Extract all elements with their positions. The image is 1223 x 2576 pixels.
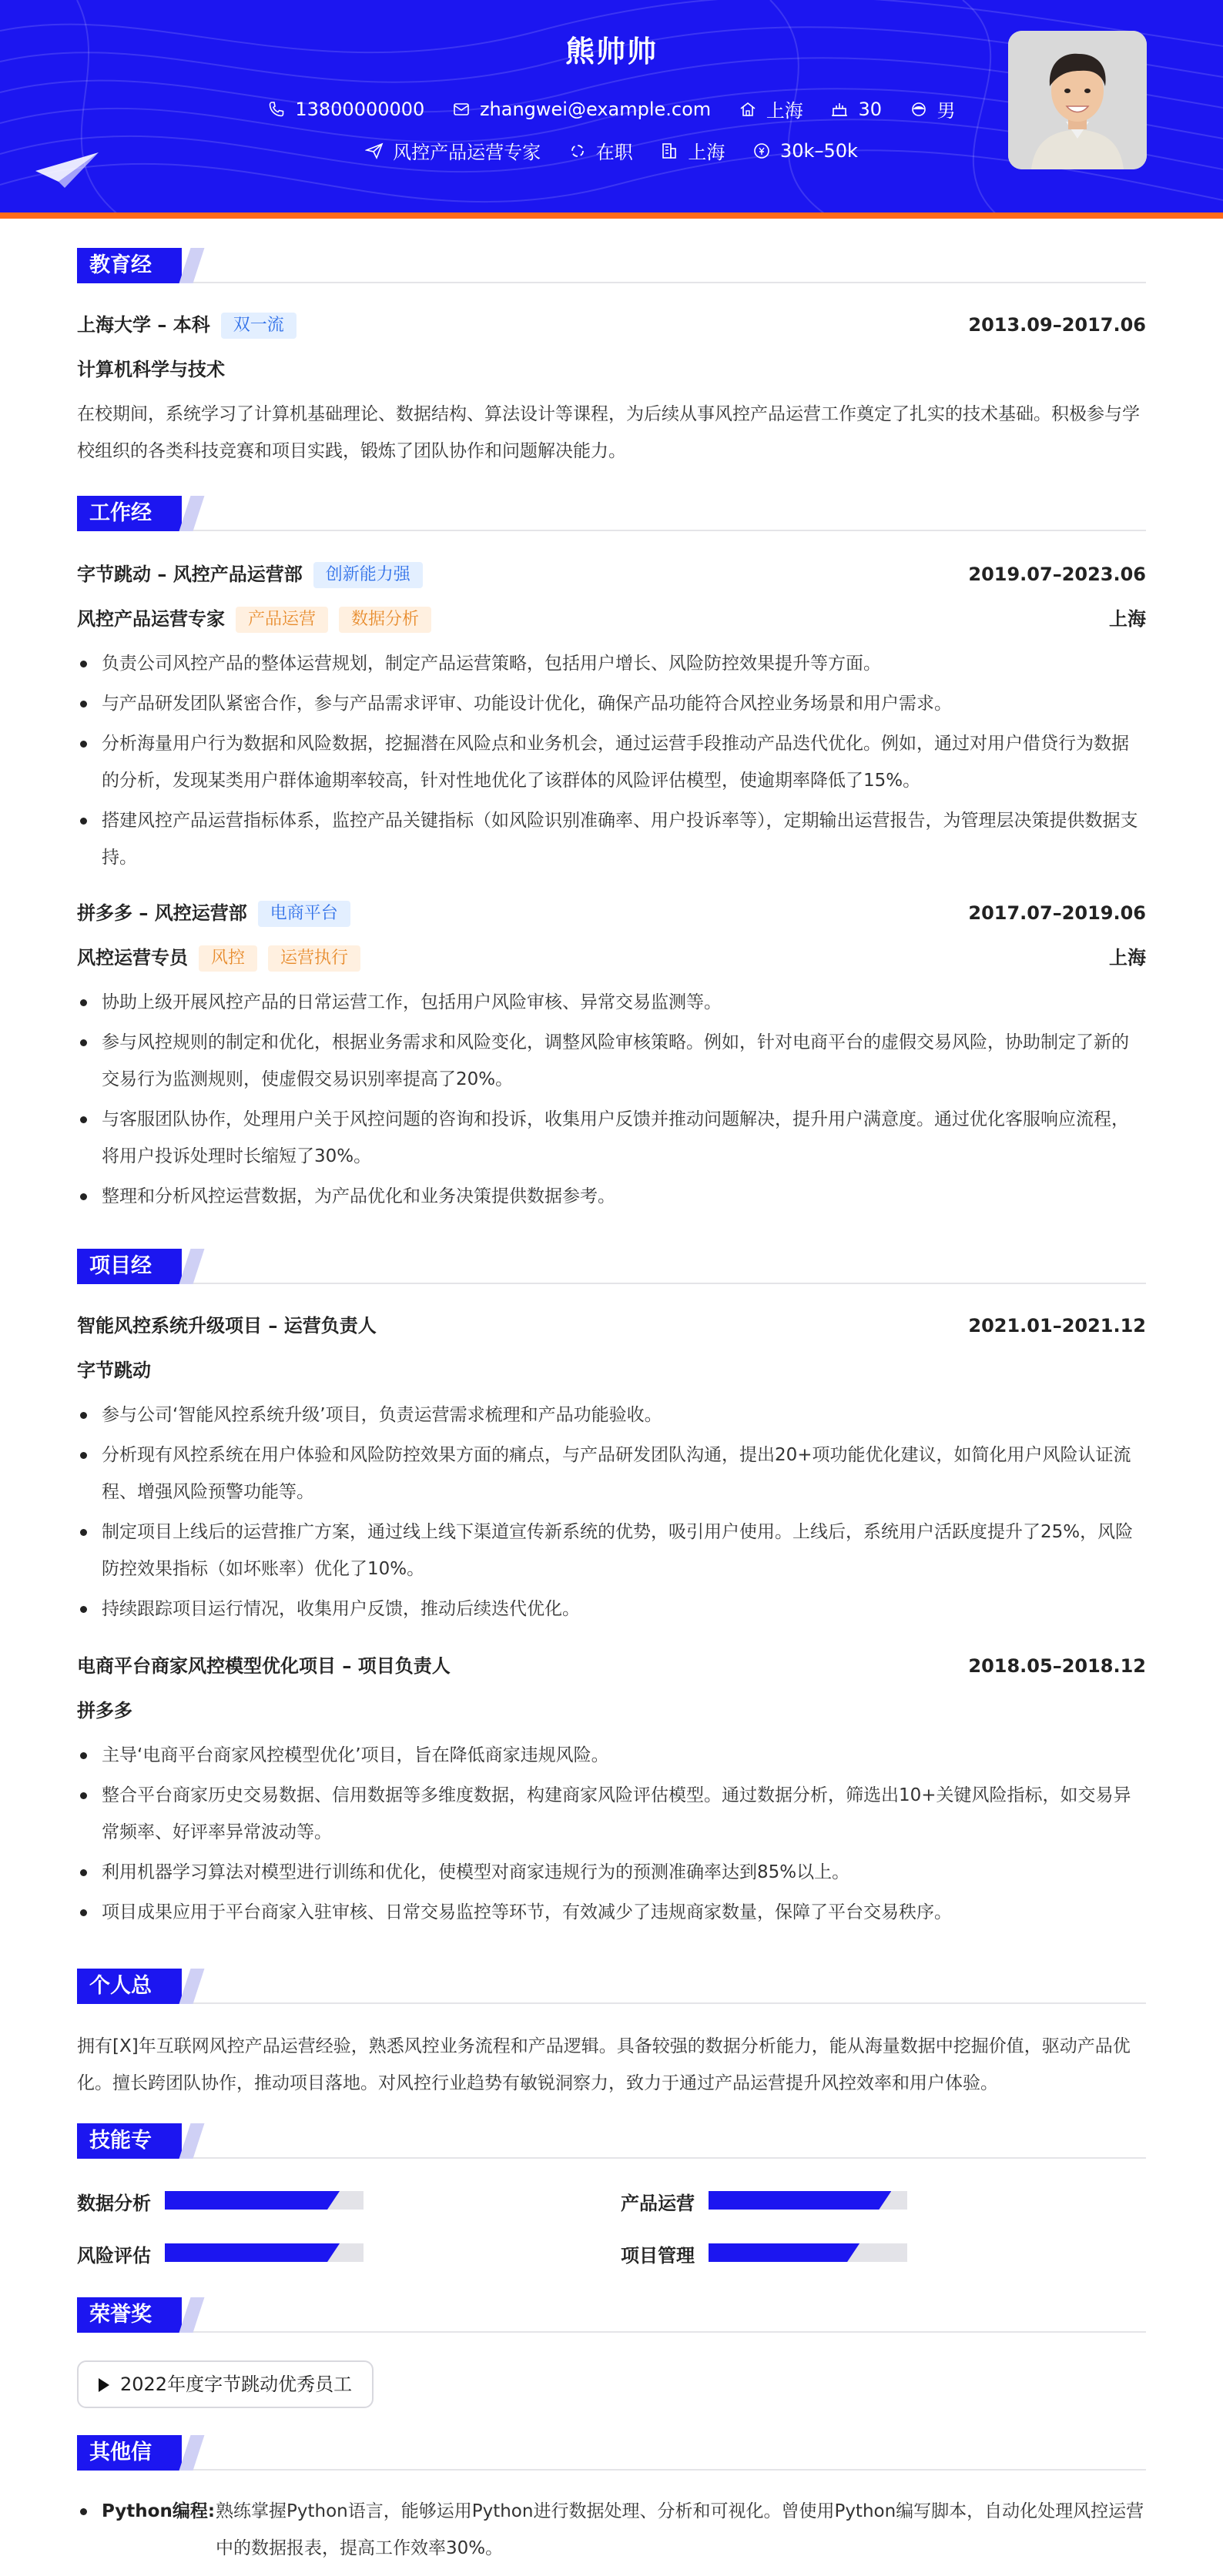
section-divider xyxy=(77,1283,1146,1284)
gender-icon xyxy=(910,100,928,119)
job-title-text: 风控产品运营专家 xyxy=(393,142,541,163)
section-divider xyxy=(77,530,1146,531)
skill-level-bar xyxy=(709,2243,907,2262)
list-item: 分析海量用户行为数据和风险数据，挖掘潜在风险点和业务机会，通过运营手段推动产品迭代优化。例如，通过对用户借贷行为数据的分析，发现某类用户群体逾期率较高，针对性地优化了该群体的风险评估模型，使逾期率降低了15%。 xyxy=(77,725,1146,799)
skill-level-bar xyxy=(709,2191,907,2210)
section-work-header xyxy=(77,496,1146,560)
project-title: 智能风控系统升级项目 – 运营负责人 xyxy=(77,1315,377,1337)
award-item xyxy=(77,2360,374,2408)
work-role-tag: 运营执行 xyxy=(268,945,360,972)
list-item: 分析现有风控系统在用户体验和风险防控效果方面的痛点，与产品研发团队沟通，提出20+项功能优化建议，如简化用户风险认证流程、增强风险预警功能等。 xyxy=(77,1437,1146,1510)
status-icon xyxy=(568,142,587,160)
work-city: 上海 xyxy=(1109,947,1146,969)
section-skills-header xyxy=(77,2123,1146,2188)
home-icon xyxy=(739,100,757,119)
gender-item xyxy=(910,95,956,122)
list-item: 协助上级开展风控产品的日常运营工作，包括用户风险审核、异常交易监测等。 xyxy=(77,984,1146,1021)
list-item: 整理和分析风控运营数据，为产品优化和业务决策提供数据参考。 xyxy=(77,1178,1146,1215)
section-projects-title: 项目经历 xyxy=(77,1249,182,1284)
education-major: 计算机科学与技术 xyxy=(77,359,225,380)
send-icon xyxy=(365,142,384,160)
list-item: 整合平台商家历史交易数据、信用数据等多维度数据，构建商家风险评估模型。通过数据分析，筛选出10+关键风险指标，如交易异常频率、好评率异常波动等。 xyxy=(77,1777,1146,1851)
section-awards-header xyxy=(77,2297,1146,2362)
list-item: 与客服团队协作，处理用户关于风控问题的咨询和投诉，收集用户反馈并推动问题解决，提升用户满意度。通过优化客服响应流程，将用户投诉处理时长缩短了30%。 xyxy=(77,1101,1146,1175)
skill-name: 风险评估 xyxy=(77,2245,151,2267)
project-period: 2021.01–2021.12 xyxy=(968,1315,1146,1337)
section-divider xyxy=(77,2469,1146,2471)
salary-text: 30k–50k xyxy=(780,139,858,162)
section-summary-title: 个人总结 xyxy=(77,1969,182,2004)
education-tag: 双一流 xyxy=(221,313,297,339)
list-item: 参与公司‘智能风控系统升级’项目，负责运营需求梳理和产品功能验收。 xyxy=(77,1397,1146,1434)
other-info-item xyxy=(77,2493,1146,2567)
list-item: 与产品研发团队紧密合作，参与产品需求评审、功能设计优化，确保产品功能符合风控业务场景和用户需求。 xyxy=(77,685,1146,722)
section-title-tail xyxy=(179,1969,205,2004)
work-role-line xyxy=(77,601,1146,637)
job-city-text: 上海 xyxy=(688,142,725,163)
section-title-tail xyxy=(179,2297,205,2333)
project-entry xyxy=(77,1307,1146,1631)
gender-text: 男 xyxy=(937,100,956,122)
avatar-illustration xyxy=(1008,31,1147,169)
skill-level-fill xyxy=(165,2243,340,2262)
location-text: 上海 xyxy=(766,100,803,122)
skill-level-fill xyxy=(165,2191,340,2210)
education-period: 2013.09–2017.06 xyxy=(968,314,1146,336)
work-role-tag: 产品运营 xyxy=(236,607,328,633)
status-item xyxy=(568,137,633,164)
work-bullets xyxy=(77,645,1146,876)
education-school: 上海大学 – 本科 xyxy=(77,314,210,336)
building-icon xyxy=(660,142,679,160)
list-item: 持续跟踪项目运行情况，收集用户反馈，推动后续迭代优化。 xyxy=(77,1591,1146,1628)
section-other-title: 其他信息 xyxy=(77,2435,182,2471)
work-city: 上海 xyxy=(1109,608,1146,630)
work-role-line xyxy=(77,939,1146,976)
project-bullets xyxy=(77,1397,1146,1628)
project-period: 2018.05–2018.12 xyxy=(968,1655,1146,1677)
work-role: 风控运营专员 xyxy=(77,947,188,969)
project-bullets xyxy=(77,1737,1146,1931)
education-entry xyxy=(77,306,1146,470)
header-accent-stripe xyxy=(0,212,1223,219)
work-period: 2019.07–2023.06 xyxy=(968,564,1146,585)
job-city-item xyxy=(660,137,725,164)
work-company: 字节跳动 – 风控产品运营部 xyxy=(77,564,303,585)
project-title: 电商平台商家风控模型优化项目 – 项目负责人 xyxy=(77,1655,451,1677)
project-entry xyxy=(77,1648,1146,1934)
job-title-item xyxy=(365,137,541,164)
work-period: 2017.07–2019.06 xyxy=(968,902,1146,924)
skill-name: 项目管理 xyxy=(621,2245,695,2267)
phone-text: 13800000000 xyxy=(295,98,425,120)
work-bullets xyxy=(77,984,1146,1215)
email-item xyxy=(452,99,711,120)
work-role: 风控产品运营专家 xyxy=(77,608,225,630)
section-projects-header xyxy=(77,1249,1146,1313)
section-divider xyxy=(77,2331,1146,2333)
education-description: 在校期间，系统学习了计算机基础理论、数据结构、算法设计等课程，为后续从事风控产品运营工作奠定了扎实的技术基础。积极参与学校组织的各类科技竞赛和项目实践，锻炼了团队协作和问题解决能力。 xyxy=(77,404,1140,461)
list-item: 项目成果应用于平台商家入驻审核、日常交易监控等环节，有效减少了违规商家数量，保障了平台交易秩序。 xyxy=(77,1894,1146,1931)
avatar xyxy=(1008,31,1147,169)
list-item: 利用机器学习算法对模型进行训练和优化，使模型对商家违规行为的预测准确率达到85%以上。 xyxy=(77,1854,1146,1891)
skill-name: 数据分析 xyxy=(77,2193,151,2214)
section-education-header xyxy=(77,248,1146,313)
phone-icon xyxy=(267,100,286,119)
skill-level-bar xyxy=(165,2243,364,2262)
resume-header xyxy=(0,0,1223,219)
play-triangle-icon xyxy=(99,2378,109,2392)
section-divider xyxy=(77,2002,1146,2004)
skill-level-fill xyxy=(709,2191,891,2210)
section-education-title: 教育经历 xyxy=(77,248,182,283)
money-icon xyxy=(752,142,771,160)
list-item: 制定项目上线后的运营推广方案，通过线上线下渠道宣传新系统的优势，吸引用户使用。上线后，系统用户活跃度提升了25%，风险防控效果指标（如坏账率）优化了10%。 xyxy=(77,1514,1146,1587)
section-other-header xyxy=(77,2435,1146,2500)
section-title-tail xyxy=(179,496,205,531)
work-entry xyxy=(77,895,1146,1218)
work-company-tag: 创新能力强 xyxy=(313,562,423,588)
award-text: 2022年度字节跳动优秀员工 xyxy=(120,2374,353,2395)
work-role-tag: 风控 xyxy=(199,945,257,972)
work-company: 拼多多 – 风控运营部 xyxy=(77,902,247,924)
list-item: 搭建风控产品运营指标体系，监控产品关键指标（如风险识别准确率、用户投诉率等），定期输出运营报告，为管理层决策提供数据支持。 xyxy=(77,802,1146,876)
section-title-tail xyxy=(179,2123,205,2159)
list-item: 参与风控规则的制定和优化，根据业务需求和风险变化，调整风险审核策略。例如，针对电商平台的虚假交易风险，协助制定了新的交易行为监测规则，使虚假交易识别率提高了20%。 xyxy=(77,1024,1146,1098)
list-item: 主导‘电商平台商家风控模型优化’项目，旨在降低商家违规风险。 xyxy=(77,1737,1146,1774)
section-title-tail xyxy=(179,1249,205,1284)
salary-item xyxy=(752,140,858,162)
list-item: 负责公司风控产品的整体运营规划，制定产品运营策略，包括用户增长、风险防控效果提升等方面。 xyxy=(77,645,1146,682)
skill-name: 产品运营 xyxy=(621,2193,695,2214)
skill-level-bar xyxy=(165,2191,364,2210)
section-title-tail xyxy=(179,2435,205,2471)
section-awards-title: 荣誉奖项 xyxy=(77,2297,182,2333)
summary-text: 拥有[X]年互联网风控产品运营经验，熟悉风控业务流程和产品逻辑。具备较强的数据分析能力，能从海量数据中挖掘价值，驱动产品优化。擅长跨团队协作，推动项目落地。对风控行业趋势有敏锐洞察力，致力于通过产品运营提升风控效率和用户体验。 xyxy=(77,2036,1131,2093)
mail-icon xyxy=(452,100,471,119)
section-divider xyxy=(77,282,1146,283)
work-company-tag: 电商平台 xyxy=(258,901,350,927)
phone-item xyxy=(267,99,424,120)
work-entry xyxy=(77,556,1146,879)
section-divider xyxy=(77,2157,1146,2159)
location-item xyxy=(739,95,803,122)
cake-icon xyxy=(830,100,849,119)
section-work-title: 工作经历 xyxy=(77,496,182,531)
age-text: 30 xyxy=(858,98,882,120)
email-text: zhangwei@example.com xyxy=(479,98,712,120)
work-role-tag: 数据分析 xyxy=(339,607,431,633)
candidate-name: 熊帅帅 xyxy=(565,35,658,69)
section-title-tail xyxy=(179,248,205,283)
section-skills-title: 技能专长 xyxy=(77,2123,182,2159)
age-item xyxy=(830,99,882,120)
other-info-key: Python编程: xyxy=(102,2501,216,2521)
skill-level-fill xyxy=(709,2243,859,2262)
project-org: 字节跳动 xyxy=(77,1360,151,1381)
status-text: 在职 xyxy=(595,142,633,163)
other-info-value: 熟练掌握Python语言，能够运用Python进行数据处理、分析和可视化。曾使用Python编写脚本，自动化处理风控运营中的数据报表，提高工作效率30%。 xyxy=(216,2501,1144,2558)
project-org: 拼多多 xyxy=(77,1700,132,1721)
section-summary-header xyxy=(77,1969,1146,2033)
